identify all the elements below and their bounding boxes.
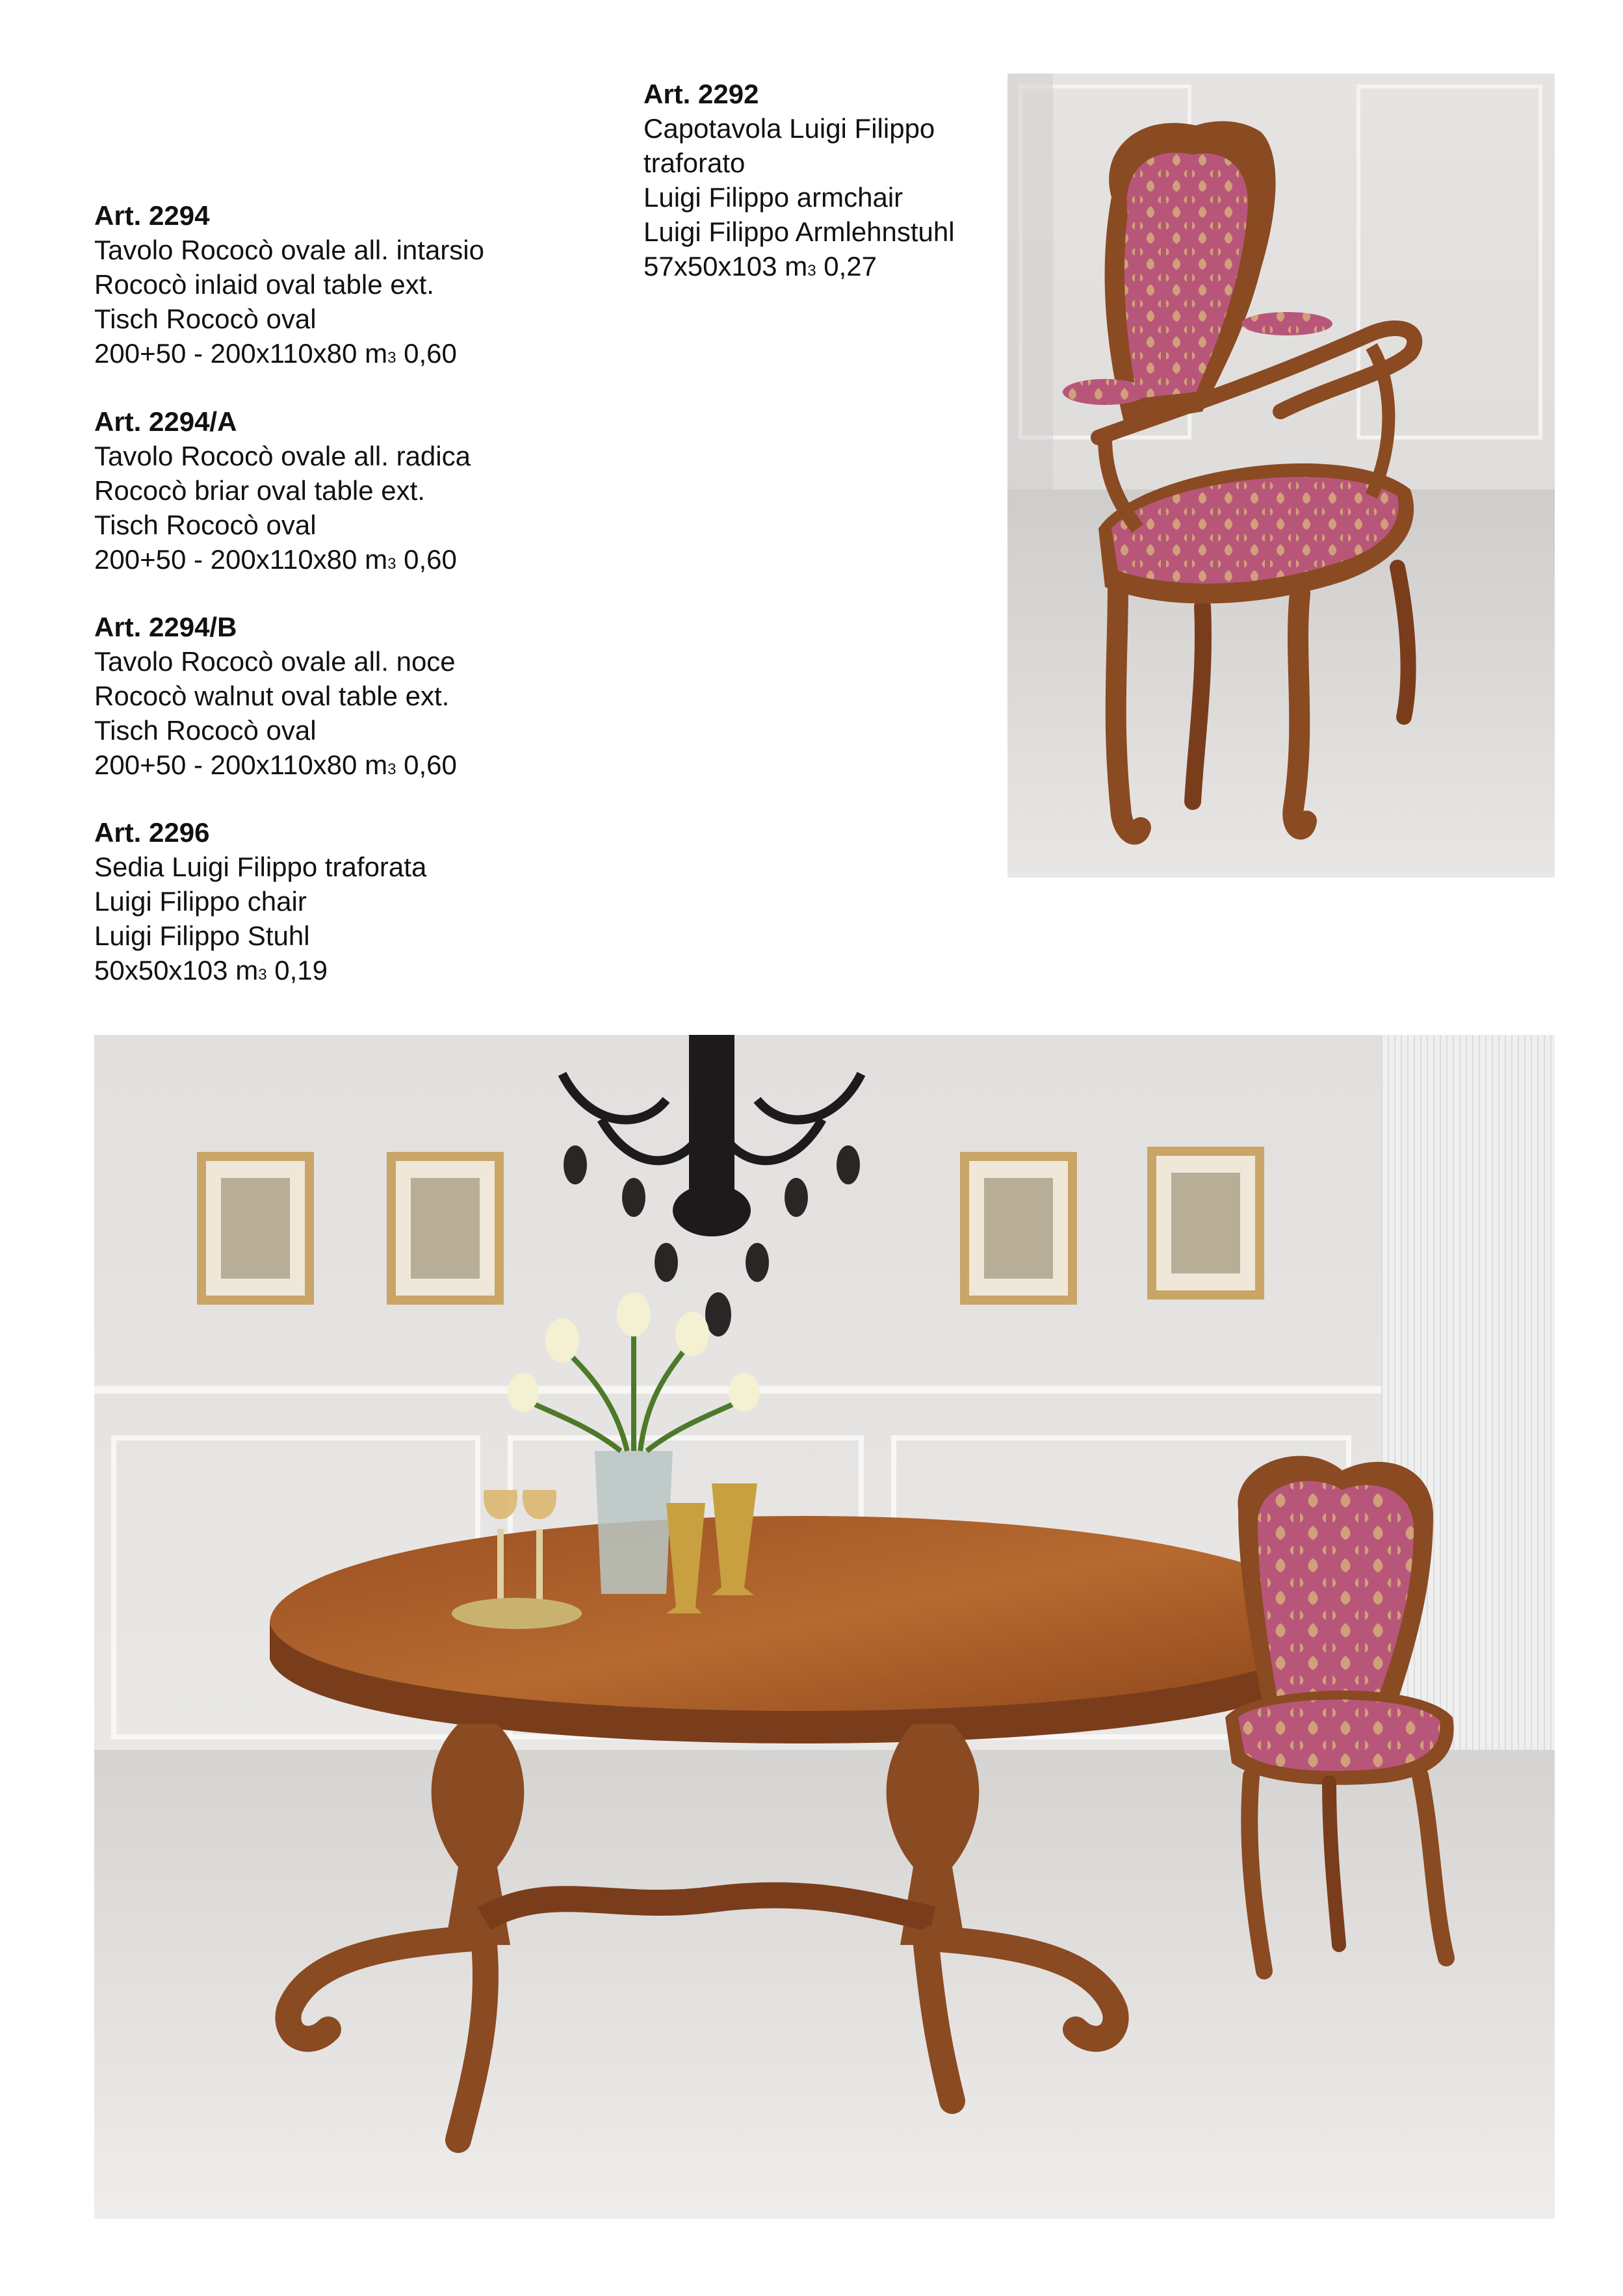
product-2294: [94, 198, 484, 375]
product-2294-a: [94, 404, 471, 581]
dimensions: 200+50 - 200x110x80 m3 0,60: [94, 338, 457, 369]
description-it: Sedia Luigi Filippo traforata: [94, 852, 427, 882]
dining-room-photo: [94, 1035, 1555, 2219]
description-it: Tavolo Rococò ovale all. radica: [94, 441, 471, 471]
article-code: Art. 2296: [94, 817, 210, 848]
product-2292: [643, 77, 955, 288]
article-code: Art. 2294/A: [94, 406, 237, 437]
description-it-cont: traforato: [643, 148, 746, 178]
description-en: Rococò inlaid oval table ext.: [94, 269, 434, 300]
article-code: Art. 2294/B: [94, 612, 237, 642]
armchair-photo: [1007, 73, 1555, 878]
description-it: Capotavola Luigi Filippo: [643, 113, 935, 144]
description-en: Luigi Filippo chair: [94, 886, 307, 917]
description-de: Luigi Filippo Stuhl: [94, 920, 310, 951]
dimensions: 57x50x103 m3 0,27: [643, 251, 877, 281]
dimensions: 200+50 - 200x110x80 m3 0,60: [94, 750, 457, 780]
dimensions: 50x50x103 m3 0,19: [94, 955, 328, 985]
product-2296: [94, 815, 426, 992]
dimensions: 200+50 - 200x110x80 m3 0,60: [94, 544, 457, 575]
product-2294-b: [94, 610, 457, 787]
description-de: Tisch Rococò oval: [94, 715, 317, 746]
article-code: Art. 2292: [643, 79, 759, 109]
description-de: Tisch Rococò oval: [94, 510, 317, 540]
description-en: Rococò walnut oval table ext.: [94, 681, 450, 711]
article-code: Art. 2294: [94, 200, 210, 231]
description-de: Tisch Rococò oval: [94, 304, 317, 334]
description-en: Rococò briar oval table ext.: [94, 475, 425, 506]
description-it: Tavolo Rococò ovale all. intarsio: [94, 235, 484, 265]
description-de: Luigi Filippo Armlehnstuhl: [643, 216, 955, 247]
description-it: Tavolo Rococò ovale all. noce: [94, 646, 456, 677]
description-en: Luigi Filippo armchair: [643, 182, 903, 213]
